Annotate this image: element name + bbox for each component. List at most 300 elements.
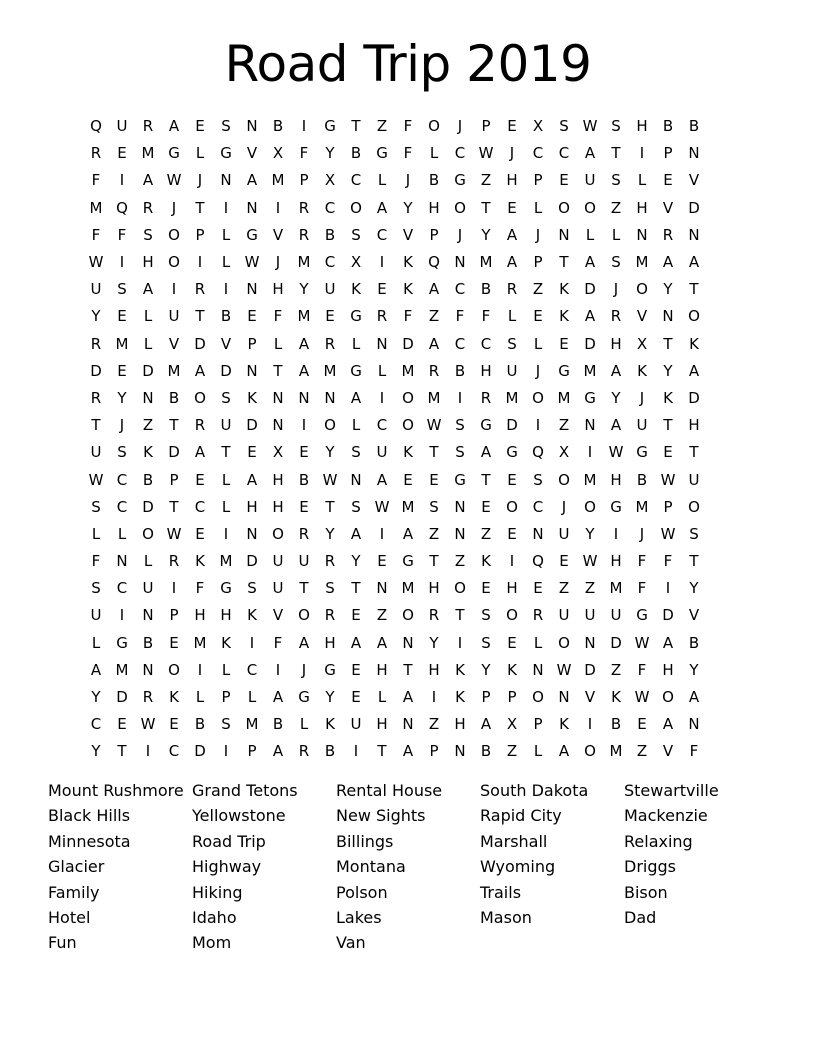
- grid-letter: P: [221, 688, 231, 707]
- grid-letter: O: [168, 253, 180, 272]
- grid-letter: B: [298, 470, 310, 489]
- grid-letter: L: [91, 633, 101, 652]
- grid-letter: J: [197, 171, 203, 190]
- grid-letter: S: [117, 280, 127, 299]
- grid-letter: L: [221, 470, 231, 489]
- grid-letter: E: [533, 307, 543, 326]
- grid-letter: M: [557, 388, 571, 407]
- grid-letter: K: [559, 715, 569, 734]
- grid-letter: O: [272, 524, 284, 543]
- grid-letter: S: [143, 225, 153, 244]
- grid-letter: E: [169, 715, 179, 734]
- grid-letter: D: [142, 361, 154, 380]
- grid-letter: B: [454, 361, 466, 380]
- grid-letter: D: [402, 334, 414, 353]
- grid-letter: N: [688, 715, 700, 734]
- grid-letter: N: [376, 334, 388, 353]
- grid-row: [83, 711, 733, 738]
- grid-letter: U: [324, 280, 336, 299]
- grid-letter: L: [637, 171, 647, 190]
- grid-letter: I: [119, 606, 125, 625]
- grid-letter: E: [507, 198, 517, 217]
- grid-letter: H: [636, 198, 648, 217]
- grid-letter: M: [635, 497, 649, 516]
- grid-letter: P: [429, 225, 439, 244]
- grid-letter: E: [195, 117, 205, 136]
- grid-letter: Y: [91, 742, 101, 761]
- grid-letter: L: [351, 416, 361, 435]
- grid-letter: E: [351, 688, 361, 707]
- grid-letter: S: [611, 117, 621, 136]
- grid-letter: F: [91, 552, 101, 571]
- grid-letter: R: [662, 225, 674, 244]
- grid-letter: D: [246, 416, 258, 435]
- grid-letter: T: [299, 579, 309, 598]
- grid-letter: N: [350, 470, 362, 489]
- word-list-item: Driggs: [624, 857, 676, 877]
- grid-letter: O: [688, 307, 700, 326]
- word-list-item: Hotel: [48, 908, 91, 928]
- grid-letter: B: [480, 742, 492, 761]
- grid-letter: E: [195, 524, 205, 543]
- grid-letter: J: [639, 388, 645, 407]
- grid-letter: G: [558, 361, 570, 380]
- grid-letter: A: [272, 742, 284, 761]
- grid-letter: W: [582, 552, 598, 571]
- grid-letter: T: [481, 470, 491, 489]
- grid-letter: I: [197, 253, 203, 272]
- grid-letter: L: [377, 688, 387, 707]
- grid-letter: Y: [351, 552, 361, 571]
- grid-letter: G: [350, 361, 362, 380]
- grid-letter: M: [427, 388, 441, 407]
- grid-letter: N: [142, 660, 154, 679]
- grid-letter: U: [558, 606, 570, 625]
- grid-letter: S: [91, 497, 101, 516]
- grid-letter: S: [611, 171, 621, 190]
- grid-row: [83, 249, 733, 276]
- grid-letter: C: [454, 334, 466, 353]
- grid-letter: A: [350, 633, 362, 652]
- word-list-item: Highway: [192, 857, 262, 877]
- grid-letter: G: [584, 388, 596, 407]
- grid-letter: H: [636, 117, 648, 136]
- grid-letter: O: [454, 579, 466, 598]
- grid-letter: W: [244, 253, 260, 272]
- grid-letter: L: [195, 688, 205, 707]
- grid-letter: S: [507, 334, 517, 353]
- grid-letter: P: [247, 334, 257, 353]
- grid-letter: H: [506, 579, 518, 598]
- grid-letter: U: [610, 606, 622, 625]
- grid-letter: S: [351, 225, 361, 244]
- grid-letter: A: [506, 225, 518, 244]
- grid-letter: S: [117, 443, 127, 462]
- grid-letter: Y: [91, 307, 101, 326]
- grid-letter: P: [299, 171, 309, 190]
- grid-letter: G: [324, 660, 336, 679]
- grid-letter: D: [662, 606, 674, 625]
- grid-letter: A: [298, 361, 310, 380]
- grid-letter: E: [247, 443, 257, 462]
- grid-letter: R: [298, 524, 310, 543]
- grid-letter: K: [403, 253, 413, 272]
- grid-letter: Q: [90, 117, 102, 136]
- grid-letter: C: [194, 497, 206, 516]
- grid-letter: B: [194, 715, 206, 734]
- grid-letter: M: [401, 579, 415, 598]
- word-column: [624, 778, 768, 930]
- grid-row: [83, 140, 733, 167]
- grid-letter: F: [637, 552, 647, 571]
- grid-letter: A: [688, 253, 700, 272]
- grid-letter: J: [301, 660, 307, 679]
- grid-letter: O: [584, 742, 596, 761]
- grid-letter: E: [429, 470, 439, 489]
- grid-letter: D: [220, 361, 232, 380]
- grid-letter: Y: [689, 579, 699, 598]
- word-list-item: Black Hills: [48, 806, 131, 826]
- grid-letter: A: [142, 171, 154, 190]
- grid-letter: G: [610, 497, 622, 516]
- grid-letter: N: [532, 524, 544, 543]
- grid-letter: X: [558, 443, 570, 462]
- word-list-item: Mason: [480, 908, 532, 928]
- grid-letter: R: [324, 606, 336, 625]
- grid-letter: U: [506, 361, 518, 380]
- grid-letter: S: [455, 416, 465, 435]
- grid-letter: N: [142, 388, 154, 407]
- grid-letter: A: [688, 361, 700, 380]
- word-bank: [48, 778, 788, 958]
- grid-letter: I: [223, 524, 229, 543]
- grid-letter: A: [610, 361, 622, 380]
- grid-letter: C: [90, 715, 102, 734]
- grid-letter: K: [455, 688, 465, 707]
- grid-letter: F: [195, 579, 205, 598]
- grid-letter: G: [116, 633, 128, 652]
- grid-letter: K: [611, 688, 621, 707]
- grid-letter: H: [272, 280, 284, 299]
- grid-letter: G: [246, 225, 258, 244]
- grid-letter: H: [428, 198, 440, 217]
- word-list-item: Bison: [624, 882, 668, 902]
- grid-letter: A: [402, 524, 414, 543]
- grid-letter: G: [402, 552, 414, 571]
- grid-letter: T: [273, 361, 283, 380]
- word-list-item: Idaho: [192, 908, 237, 928]
- grid-letter: B: [142, 470, 154, 489]
- grid-letter: H: [142, 253, 154, 272]
- grid-letter: K: [559, 307, 569, 326]
- grid-letter: I: [379, 388, 385, 407]
- grid-letter: W: [634, 688, 650, 707]
- grid-letter: I: [171, 579, 177, 598]
- grid-letter: C: [246, 660, 258, 679]
- grid-letter: I: [275, 198, 281, 217]
- grid-letter: M: [141, 144, 155, 163]
- grid-letter: S: [481, 633, 491, 652]
- grid-letter: R: [142, 117, 154, 136]
- grid-letter: J: [561, 497, 567, 516]
- grid-letter: H: [480, 361, 492, 380]
- grid-letter: S: [91, 579, 101, 598]
- grid-letter: N: [532, 660, 544, 679]
- grid-letter: U: [142, 579, 154, 598]
- word-list-item: Mount Rushmore: [48, 781, 184, 800]
- grid-letter: W: [426, 416, 442, 435]
- grid-letter: N: [454, 524, 466, 543]
- grid-letter: Y: [91, 688, 101, 707]
- grid-letter: F: [403, 117, 413, 136]
- grid-row: [83, 684, 733, 711]
- grid-letter: F: [91, 171, 101, 190]
- grid-row: [83, 575, 733, 602]
- grid-letter: K: [221, 633, 231, 652]
- grid-letter: R: [506, 280, 518, 299]
- grid-letter: S: [221, 388, 231, 407]
- grid-letter: E: [481, 579, 491, 598]
- grid-letter: Z: [558, 416, 570, 435]
- grid-letter: T: [221, 443, 231, 462]
- grid-letter: S: [481, 606, 491, 625]
- grid-letter: K: [455, 660, 465, 679]
- grid-letter: E: [299, 443, 309, 462]
- grid-letter: T: [169, 497, 179, 516]
- grid-letter: Z: [506, 742, 518, 761]
- grid-letter: F: [403, 307, 413, 326]
- grid-letter: R: [428, 606, 440, 625]
- grid-letter: H: [194, 606, 206, 625]
- grid-letter: E: [559, 334, 569, 353]
- grid-letter: Z: [532, 280, 544, 299]
- grid-letter: N: [142, 606, 154, 625]
- grid-letter: K: [689, 334, 699, 353]
- grid-letter: E: [377, 552, 387, 571]
- grid-letter: X: [350, 253, 362, 272]
- grid-letter: U: [298, 552, 310, 571]
- grid-letter: P: [481, 688, 491, 707]
- grid-letter: Y: [481, 660, 491, 679]
- grid-letter: E: [507, 633, 517, 652]
- grid-letter: A: [480, 443, 492, 462]
- grid-letter: G: [454, 470, 466, 489]
- grid-letter: S: [559, 117, 569, 136]
- grid-letter: M: [583, 470, 597, 489]
- grid-letter: A: [246, 171, 258, 190]
- grid-letter: D: [168, 443, 180, 462]
- grid-letter: V: [688, 171, 700, 190]
- grid-letter: T: [481, 198, 491, 217]
- grid-letter: G: [168, 144, 180, 163]
- grid-letter: E: [559, 171, 569, 190]
- grid-letter: Z: [428, 307, 440, 326]
- grid-row: [83, 521, 733, 548]
- grid-letter: K: [403, 280, 413, 299]
- grid-letter: F: [273, 307, 283, 326]
- grid-letter: I: [379, 524, 385, 543]
- grid-row: [83, 548, 733, 575]
- grid-letter: E: [351, 606, 361, 625]
- grid-letter: O: [532, 688, 544, 707]
- grid-letter: R: [298, 225, 310, 244]
- grid-letter: N: [402, 633, 414, 652]
- grid-letter: L: [611, 225, 621, 244]
- grid-letter: G: [220, 579, 232, 598]
- grid-letter: O: [298, 606, 310, 625]
- grid-letter: I: [223, 280, 229, 299]
- grid-letter: S: [221, 117, 231, 136]
- grid-letter: A: [428, 334, 440, 353]
- grid-letter: C: [376, 416, 388, 435]
- word-column: [480, 778, 624, 930]
- grid-letter: G: [636, 606, 648, 625]
- grid-letter: B: [688, 117, 700, 136]
- grid-letter: Z: [480, 524, 492, 543]
- grid-letter: N: [246, 117, 258, 136]
- grid-letter: O: [324, 416, 336, 435]
- grid-letter: N: [558, 225, 570, 244]
- grid-letter: C: [324, 198, 336, 217]
- grid-letter: C: [350, 171, 362, 190]
- grid-letter: J: [405, 171, 411, 190]
- grid-letter: L: [91, 524, 101, 543]
- grid-letter: I: [587, 443, 593, 462]
- grid-letter: E: [377, 280, 387, 299]
- grid-letter: R: [168, 552, 180, 571]
- grid-letter: J: [535, 361, 541, 380]
- grid-letter: Y: [611, 388, 621, 407]
- grid-letter: A: [402, 688, 414, 707]
- grid-letter: X: [506, 715, 518, 734]
- grid-letter: I: [587, 715, 593, 734]
- grid-letter: B: [324, 225, 336, 244]
- grid-letter: G: [298, 688, 310, 707]
- grid-letter: D: [610, 633, 622, 652]
- word-list-item: Mackenzie: [624, 806, 708, 826]
- grid-letter: I: [223, 198, 229, 217]
- grid-row: [83, 222, 733, 249]
- grid-letter: O: [506, 497, 518, 516]
- grid-letter: N: [454, 253, 466, 272]
- grid-letter: T: [403, 660, 413, 679]
- grid-letter: T: [169, 416, 179, 435]
- grid-letter: Q: [428, 253, 440, 272]
- grid-letter: E: [247, 307, 257, 326]
- grid-letter: U: [350, 715, 362, 734]
- grid-letter: E: [533, 579, 543, 598]
- grid-letter: A: [350, 388, 362, 407]
- grid-letter: H: [610, 470, 622, 489]
- grid-letter: A: [298, 334, 310, 353]
- grid-letter: A: [610, 416, 622, 435]
- word-column: [192, 778, 336, 956]
- grid-letter: C: [116, 497, 128, 516]
- word-list-item: South Dakota: [480, 781, 589, 800]
- grid-letter: N: [246, 280, 258, 299]
- word-column: [336, 778, 480, 956]
- grid-letter: C: [116, 470, 128, 489]
- grid-letter: J: [457, 117, 463, 136]
- grid-row: [83, 412, 733, 439]
- word-list-item: Wyoming: [480, 857, 556, 877]
- grid-letter: G: [350, 307, 362, 326]
- grid-letter: O: [662, 688, 674, 707]
- grid-letter: H: [376, 660, 388, 679]
- grid-letter: A: [168, 117, 180, 136]
- grid-letter: H: [220, 606, 232, 625]
- grid-row: [83, 738, 733, 765]
- grid-letter: D: [584, 334, 596, 353]
- grid-letter: A: [376, 470, 388, 489]
- grid-letter: F: [403, 144, 413, 163]
- grid-letter: L: [273, 334, 283, 353]
- grid-letter: E: [481, 497, 491, 516]
- grid-letter: R: [90, 144, 102, 163]
- grid-letter: A: [272, 688, 284, 707]
- grid-letter: E: [507, 524, 517, 543]
- grid-letter: W: [556, 660, 572, 679]
- grid-row: [83, 385, 733, 412]
- grid-letter: V: [402, 225, 414, 244]
- grid-letter: J: [613, 280, 619, 299]
- grid-letter: O: [168, 225, 180, 244]
- grid-letter: M: [115, 660, 129, 679]
- grid-letter: A: [584, 144, 596, 163]
- grid-letter: S: [351, 497, 361, 516]
- grid-letter: Y: [689, 660, 699, 679]
- grid-row: [83, 303, 733, 330]
- grid-letter: D: [90, 361, 102, 380]
- grid-letter: E: [663, 443, 673, 462]
- grid-letter: Q: [532, 443, 544, 462]
- grid-letter: C: [558, 144, 570, 163]
- grid-letter: L: [507, 307, 517, 326]
- grid-letter: V: [662, 742, 674, 761]
- grid-letter: T: [429, 443, 439, 462]
- grid-letter: P: [169, 606, 179, 625]
- grid-letter: K: [351, 280, 361, 299]
- grid-letter: B: [168, 388, 180, 407]
- grid-letter: L: [533, 198, 543, 217]
- grid-letter: I: [509, 552, 515, 571]
- grid-letter: W: [478, 144, 494, 163]
- grid-letter: K: [247, 606, 257, 625]
- grid-letter: E: [325, 307, 335, 326]
- grid-letter: F: [273, 633, 283, 652]
- grid-letter: N: [376, 579, 388, 598]
- grid-letter: U: [584, 171, 596, 190]
- word-list-item: Marshall: [480, 831, 548, 851]
- grid-letter: H: [506, 171, 518, 190]
- grid-row: [83, 358, 733, 385]
- grid-letter: R: [298, 198, 310, 217]
- grid-letter: R: [90, 334, 102, 353]
- grid-letter: G: [454, 171, 466, 190]
- grid-letter: V: [688, 606, 700, 625]
- grid-letter: C: [324, 253, 336, 272]
- grid-letter: T: [91, 416, 101, 435]
- grid-letter: I: [249, 633, 255, 652]
- grid-letter: K: [507, 660, 517, 679]
- grid-letter: G: [376, 144, 388, 163]
- grid-letter: O: [402, 416, 414, 435]
- word-list-item: Fun: [48, 933, 77, 953]
- grid-letter: A: [688, 688, 700, 707]
- grid-letter: L: [533, 334, 543, 353]
- grid-letter: N: [116, 552, 128, 571]
- word-list-item: Polson: [336, 882, 388, 902]
